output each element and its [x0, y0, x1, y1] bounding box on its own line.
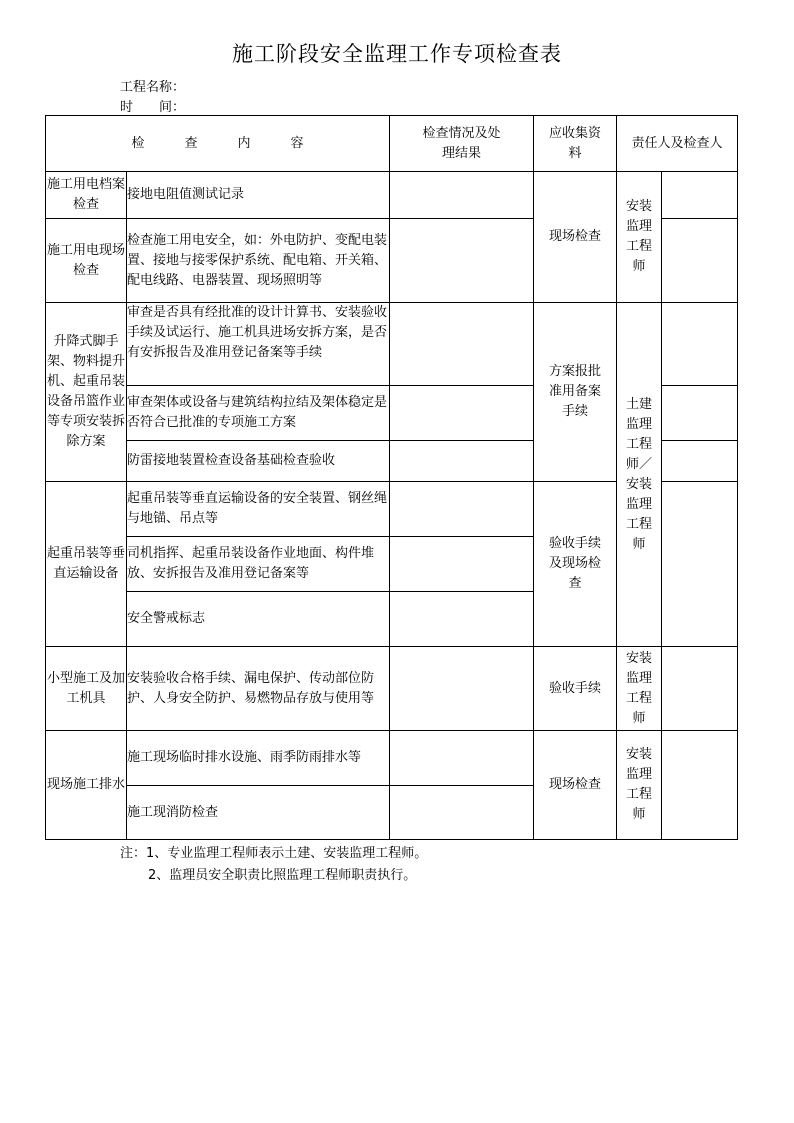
result-cell[interactable]: [390, 537, 534, 592]
table-row: [46, 731, 738, 786]
person-cell: 土建监理工程师／安装监理工程师: [617, 303, 662, 647]
result-cell[interactable]: [390, 731, 534, 786]
result-cell[interactable]: [390, 482, 534, 537]
footnotes: [120, 843, 427, 887]
item-cell: 施工现场临时排水设施、雨季防雨排水等: [127, 731, 390, 786]
footnote-2: 2、监理员安全职责比照监理工程师职责执行。: [148, 868, 417, 883]
result-cell[interactable]: [390, 219, 534, 303]
category-cell: 施工用电档案检查: [46, 172, 127, 219]
signature-cell[interactable]: [662, 441, 738, 482]
materials-cell: 方案报批准用备案手续: [534, 303, 617, 482]
result-cell[interactable]: [390, 172, 534, 219]
item-cell: 司机指挥、起重吊装设备作业地面、构件堆放、安拆报告及准用登记备案等: [127, 537, 390, 592]
result-cell[interactable]: [390, 647, 534, 731]
footnote-1: 注：1、专业监理工程师表示土建、安装监理工程师。: [120, 846, 428, 861]
item-cell: 审查架体或设备与建筑结构拉结及架体稳定是否符合已批准的专项施工方案: [127, 386, 390, 441]
item-cell: 检查施工用电安全，如：外电防护、变配电装置、接地与接零保护系统、配电箱、开关箱、配电线路、电器装置、现场照明等: [127, 219, 390, 303]
item-cell: 接地电阻值测试记录: [127, 172, 390, 219]
category-cell: 现场施工排水: [46, 731, 127, 840]
signature-cell[interactable]: [662, 386, 738, 441]
materials-cell: 验收手续及现场检查: [534, 482, 617, 647]
result-cell[interactable]: [390, 303, 534, 386]
result-cell[interactable]: [390, 592, 534, 647]
category-cell: 施工用电现场检查: [46, 219, 127, 303]
signature-cell[interactable]: [662, 303, 738, 386]
materials-cell: 现场检查: [534, 172, 617, 303]
table-row: [46, 647, 738, 731]
inspection-table: [45, 115, 738, 840]
item-cell: 起重吊装等垂直运输设备的安全装置、钢丝绳与地锚、吊点等: [127, 482, 390, 537]
result-cell[interactable]: [390, 386, 534, 441]
header-materials: 应收集资料: [534, 116, 617, 172]
time-label: 时 间：: [120, 100, 186, 115]
table-header-row: [46, 116, 738, 172]
header-person: 责任人及检查人: [617, 116, 738, 172]
item-cell: 安全警戒标志: [127, 592, 390, 647]
signature-cell[interactable]: [662, 219, 738, 303]
signature-cell[interactable]: [662, 172, 738, 219]
item-cell: 安装验收合格手续、漏电保护、传动部位防护、人身安全防护、易燃物品存放与使用等: [127, 647, 390, 731]
result-cell[interactable]: [390, 441, 534, 482]
category-cell: 升降式脚手架、物料提升机、起重吊装设备吊篮作业等专项安装拆除方案: [46, 303, 127, 482]
item-cell: 施工现消防检查: [127, 786, 390, 840]
page-title: 施工阶段安全监理工作专项检查表: [232, 42, 562, 66]
person-cell: 安装监理工程师: [617, 647, 662, 731]
header-content: 检 查 内 容: [46, 116, 390, 172]
result-cell[interactable]: [390, 786, 534, 840]
materials-cell: 验收手续: [534, 647, 617, 731]
signature-cell[interactable]: [662, 731, 738, 840]
item-cell: 审查是否具有经批准的设计计算书、安装验收手续及试运行、施工机具进场安拆方案，是否有安拆报告及准用登记备案等手续: [127, 303, 390, 386]
table-row: [46, 172, 738, 219]
header-result: 检查情况及处理结果: [390, 116, 534, 172]
category-cell: 小型施工及加工机具: [46, 647, 127, 731]
materials-cell: 现场检查: [534, 731, 617, 840]
signature-cell[interactable]: [662, 647, 738, 731]
table-row: [46, 303, 738, 386]
item-cell: 防雷接地装置检查设备基础检查验收: [127, 441, 390, 482]
project-name-label: 工程名称：: [120, 80, 186, 95]
person-cell: 安装监理工程师: [617, 731, 662, 840]
person-cell: 安装监理工程师: [617, 172, 662, 303]
signature-cell[interactable]: [662, 482, 738, 647]
category-cell: 起重吊装等垂直运输设备: [46, 482, 127, 647]
